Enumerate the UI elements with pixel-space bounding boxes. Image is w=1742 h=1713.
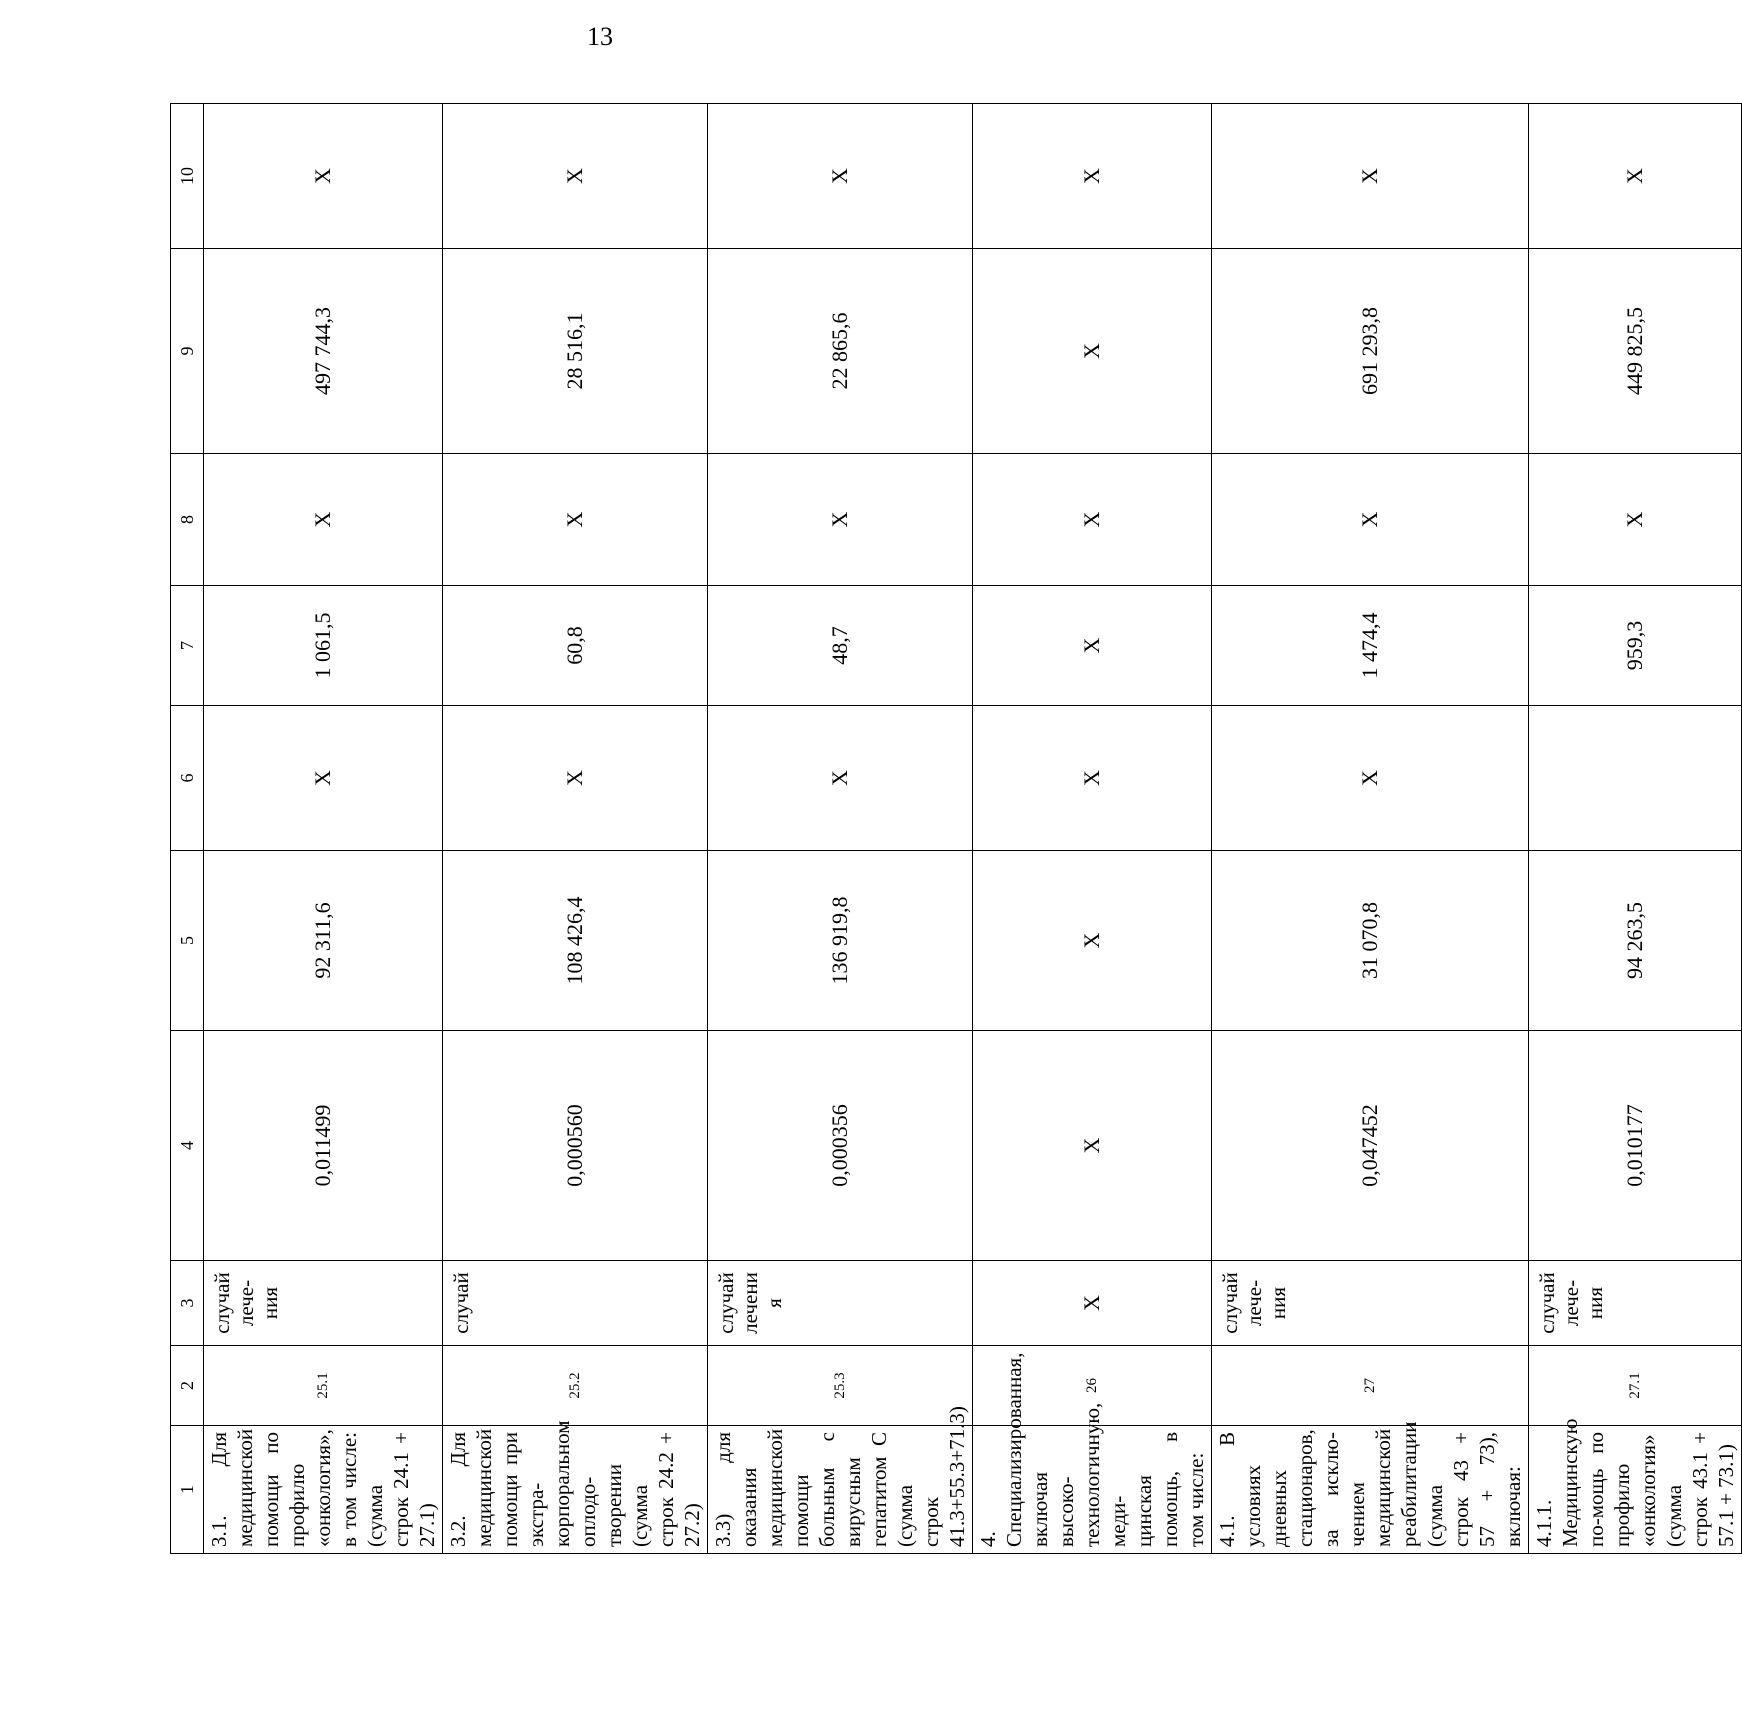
row-cell-8: X xyxy=(1212,454,1529,586)
row-cell-6 xyxy=(1529,706,1742,851)
row-cell-10: X xyxy=(204,104,443,249)
col-header-2: 2 xyxy=(171,1346,204,1426)
col-header-3: 3 xyxy=(171,1261,204,1346)
row-name: 4.1. В условиях дневных стационаров, за исклю-чением медицинской реабилитации (сумма строк 43 + 57 + 73), включая: xyxy=(1212,1426,1529,1554)
row-cell-5: 136 919,8 xyxy=(708,851,973,1031)
row-name: 4.1.1. Медицинскую по-мощь по профилю «онкология» (сумма строк 43.1 + 57.1 + 73.1) xyxy=(1529,1426,1742,1554)
row-cell-10: X xyxy=(1529,104,1742,249)
row-code: 25.1 xyxy=(204,1346,443,1426)
row-cell-6: X xyxy=(973,706,1212,851)
row-cell-8: X xyxy=(1529,454,1742,586)
row-cell-4: 0,000560 xyxy=(443,1031,708,1261)
col-header-8: 8 xyxy=(171,454,204,586)
row-cell-7: 1 061,5 xyxy=(204,586,443,706)
row-cell-10: X xyxy=(708,104,973,249)
col-header-7: 7 xyxy=(171,586,204,706)
row-cell-5: 31 070,8 xyxy=(1212,851,1529,1031)
row-code: 26 xyxy=(973,1346,1212,1426)
row-code: 25.2 xyxy=(443,1346,708,1426)
col-header-9: 9 xyxy=(171,249,204,454)
row-cell-6: X xyxy=(204,706,443,851)
row-cell-6: X xyxy=(708,706,973,851)
table-container xyxy=(170,104,1738,1554)
row-cell-5: X xyxy=(973,851,1212,1031)
row-cell-9: 449 825,5 xyxy=(1529,249,1742,454)
table-row xyxy=(1212,104,1529,1554)
row-cell-8: X xyxy=(204,454,443,586)
page-number: 13 xyxy=(587,22,613,51)
row-cell-4: 0,011499 xyxy=(204,1031,443,1261)
row-cell-10: X xyxy=(443,104,708,249)
row-name: 3.1. Для медицинской помощи по профилю «онкология», в том числе: (сумма строк 24.1 + 27.1) xyxy=(204,1426,443,1554)
row-cell-6: X xyxy=(1212,706,1529,851)
row-cell-8: X xyxy=(443,454,708,586)
col-header-1: 1 xyxy=(171,1426,204,1554)
row-cell-9: X xyxy=(973,249,1212,454)
row-cell-9: 22 865,6 xyxy=(708,249,973,454)
col-header-4: 4 xyxy=(171,1031,204,1261)
row-unit: случай лечени я xyxy=(708,1261,973,1346)
col-header-6: 6 xyxy=(171,706,204,851)
table-row xyxy=(1529,104,1742,1554)
row-cell-7: 60,8 xyxy=(443,586,708,706)
row-name: 3.3) для оказания медицинской помощи больным с вирусным гепатитом С (сумма строк 41.3+55.3+71.3) xyxy=(708,1426,973,1554)
row-unit: X xyxy=(973,1261,1212,1346)
row-cell-9: 691 293,8 xyxy=(1212,249,1529,454)
data-table xyxy=(170,103,1742,1554)
row-cell-4: 0,000356 xyxy=(708,1031,973,1261)
row-cell-7: 48,7 xyxy=(708,586,973,706)
row-name: 3.2. Для медицинской помощи при экстра-корпоральном оплодо-творении (сумма строк 24.2 + 27.2) xyxy=(443,1426,708,1554)
row-unit: случай лече-ния xyxy=(1529,1261,1742,1346)
col-header-10: 10 xyxy=(171,104,204,249)
table-row xyxy=(204,104,443,1554)
row-unit: случай лече-ния xyxy=(1212,1261,1529,1346)
row-code: 27.1 xyxy=(1529,1346,1742,1426)
row-cell-7: 959,3 xyxy=(1529,586,1742,706)
row-unit: случай xyxy=(443,1261,708,1346)
row-cell-8: X xyxy=(708,454,973,586)
row-cell-6: X xyxy=(443,706,708,851)
row-code: 25.3 xyxy=(708,1346,973,1426)
table-row xyxy=(973,104,1212,1554)
row-cell-10: X xyxy=(973,104,1212,249)
table-row xyxy=(708,104,973,1554)
header-row xyxy=(171,104,204,1554)
col-header-5: 5 xyxy=(171,851,204,1031)
row-cell-8: X xyxy=(973,454,1212,586)
row-code: 27 xyxy=(1212,1346,1529,1426)
row-name: 4. Специализированная, включая высоко-технологичную, меди-цинская помощь, в том числе: xyxy=(973,1426,1212,1554)
row-cell-5: 92 311,6 xyxy=(204,851,443,1031)
row-cell-10: X xyxy=(1212,104,1529,249)
row-cell-4: 0,047452 xyxy=(1212,1031,1529,1261)
rotated-table-frame xyxy=(170,104,1738,1554)
row-cell-5: 108 426,4 xyxy=(443,851,708,1031)
row-cell-7: X xyxy=(973,586,1212,706)
row-cell-4: 0,010177 xyxy=(1529,1031,1742,1261)
table-row xyxy=(443,104,708,1554)
row-cell-7: 1 474,4 xyxy=(1212,586,1529,706)
row-unit: случай лече-ния xyxy=(204,1261,443,1346)
row-cell-5: 94 263,5 xyxy=(1529,851,1742,1031)
row-cell-4: X xyxy=(973,1031,1212,1261)
row-cell-9: 28 516,1 xyxy=(443,249,708,454)
row-cell-9: 497 744,3 xyxy=(204,249,443,454)
